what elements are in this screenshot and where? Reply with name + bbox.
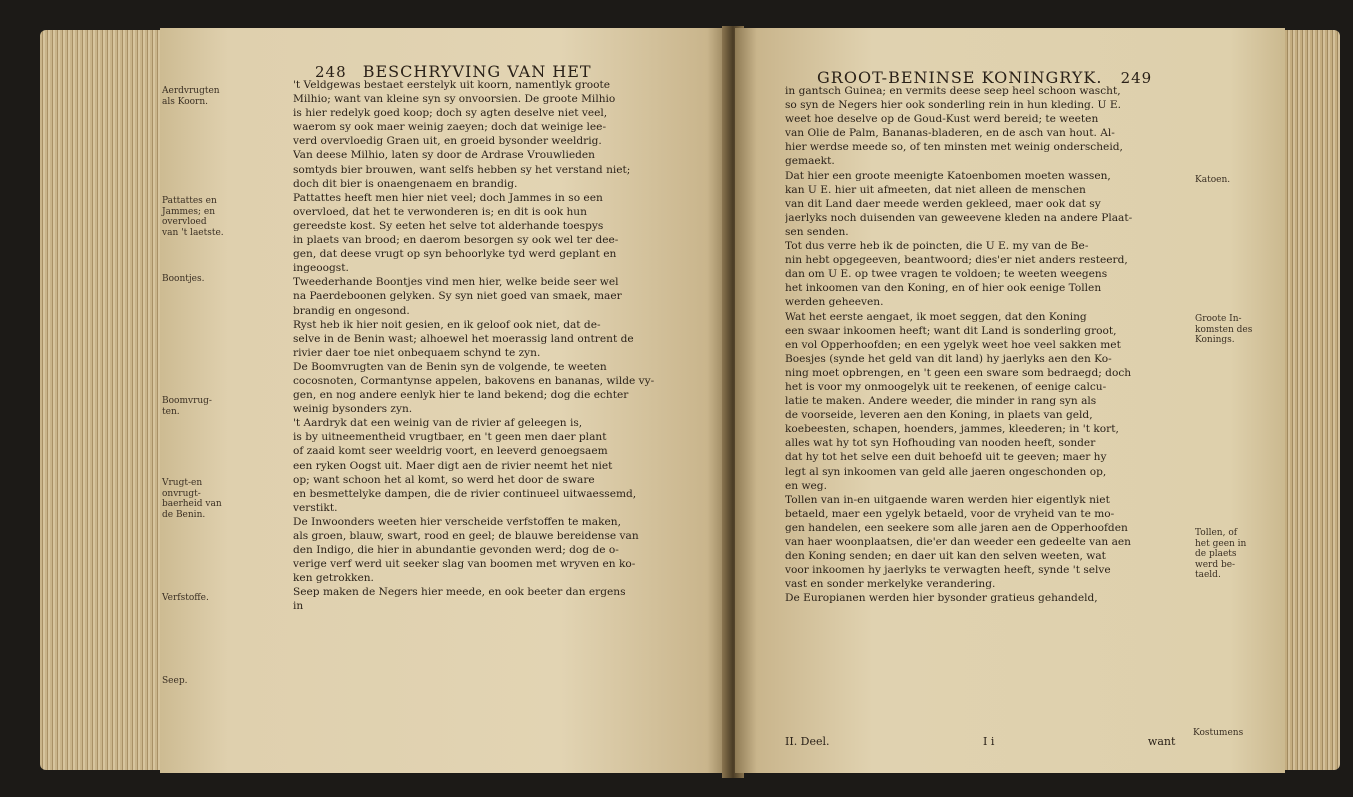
text-line: 't Aardryk dat een weinig van de rivier af geleegen is, [293,417,583,430]
text-line: den Koning senden; en daer uit kan den selven weeten, wat [785,550,1106,563]
text-line: selve in de Benin wast; alhoewel het moerassig land ontrent de [293,332,634,345]
text-line: De Inwoonders weeten hier verscheide verfstoffen te maken, [293,515,621,528]
margin-note: Vrugt-en onvrugt- baerheid van de Benin. [162,478,222,520]
volume-mark: II. Deel. [785,735,830,748]
text-line: rivier daer toe niet onbequaem schynd te zyn. [293,346,541,359]
text-line: De Boomvrugten van de Benin syn de volgende, te weeten [293,360,607,373]
margin-note: Kostumens [1193,728,1244,738]
text-line: een swaar inkoomen heeft; want dit Land is sonderling groot, [785,324,1117,337]
text-line: Tollen van in-en uitgaende waren werden hier eigentlyk niet [785,493,1110,506]
signature-mark: I i [983,735,995,748]
text-line: is hier redelyk goed koop; doch sy agten deselve niet veel, [293,107,608,120]
text-line: De Europianen werden hier bysonder gratieus gehandeld, [785,592,1098,605]
text-line: Milhio; want van kleine syn sy onvoorsien. De groote Milhio [293,93,616,106]
text-line: brandig en ongesond. [293,304,410,317]
right-header-title: GROOT-BENINSE KONINGRYK. [817,68,1103,87]
margin-note: Groote In- komsten des Konings. [1195,314,1253,345]
text-line: so syn de Negers hier ook sonderling rein in hun kleding. U E. [785,99,1121,112]
right-page-number: 249 [1120,69,1153,87]
text-line: gen handelen, een seekere som alle jaren aen de Opperhoofden [785,521,1128,534]
text-line: dan om U E. op twee vragen te voldoen; te weeten weegens [785,268,1108,281]
text-line: hier werdse meede so, of ten minsten met weinig onderscheid, [785,141,1123,154]
text-line: den Indigo, die hier in abundantie gevonden werd; dog de o- [293,544,619,557]
text-line: en vol Opperhoofden; en een ygelyk weet hoe veel sakken met [785,338,1121,351]
text-line: ingeoogst. [293,262,349,275]
text-line: in plaets van brood; en daerom besorgen sy ook wel ter dee- [293,234,619,247]
text-line: Tot dus verre heb ik de poincten, die U E. my van de Be- [785,240,1089,253]
text-line: gereedste kost. Sy eeten het selve tot alderhande toespys [293,219,604,232]
text-line: weinig bysonders zyn. [293,403,413,416]
text-line: van dit Land daer meede werden gekleed, maer ook dat sy [785,197,1101,210]
text-line: op; want schoon het al komt, so werd het door de sware [293,473,595,486]
margin-note: Seep. [162,676,188,686]
text-line: van Olie de Palm, Bananas-bladeren, en de asch van hout. Al- [785,127,1115,140]
text-line: verstikt. [293,501,338,514]
text-line: verd overvloedig Graen uit, en groeid bysonder weeldrig. [293,135,602,148]
margin-note: Katoen. [1195,175,1231,185]
text-line: latie te maken. Andere weeder, die minder in rang syn als [785,395,1097,408]
text-line: dat hy tot het selve een duit behoefd uit te geeven; maer hy [785,451,1107,464]
margin-note: Tollen, of het geen in de plaets werd be- taeld. [1195,528,1247,580]
text-line: Pattattes heeft men hier niet veel; doch Jammes in so een [293,191,603,204]
text-line: als groen, blauw, swart, rood en geel; de blauwe bereidense van [293,530,639,542]
text-line: waerom sy ook maer weinig zaeyen; doch dat weinige lee- [293,121,607,134]
text-line: 't Veldgewas bestaet eerstelyk uit koorn, namentlyk groote [293,79,611,91]
text-line: Ryst heb ik hier noit gesien, en ik geloof ook niet, dat de- [293,318,601,331]
text-line: sen senden. [785,225,849,238]
text-line: betaeld, maer een ygelyk betaeld, voor de vryheid van te mo- [785,507,1115,520]
margin-note: Boontjes. [162,274,205,284]
text-line: na Paerdeboonen gelyken. Sy syn niet goed van smaek, maer [293,290,622,303]
text-line: koebeesten, schapen, hoenders, jammes, kleederen; in 't kort, [785,423,1119,436]
margin-note: Aerdvrugten als Koorn. [162,86,220,107]
text-line: Wat het eerste aengaet, ik moet seggen, dat den Koning [785,310,1087,323]
text-line: nin hebt opgegeeven, beantwoord; dies'er niet anders resteerd, [785,254,1128,267]
left-body-text [293,78,713,614]
right-body-text [785,84,1190,605]
text-line: vast en sonder merkelyke verandering. [785,578,996,591]
text-line: in [293,600,304,613]
text-line: overvloed, dat het te verwonderen is; en dit is ook hun [293,205,587,218]
text-line: Tweederhande Boontjes vind men hier, welke beide seer wel [293,276,619,289]
text-line: is by uitneementheid vrugtbaer, en 't geen men daer plant [293,431,607,444]
text-line: het inkoomen van den Koning, en of hier ook eenige Tollen [785,282,1102,295]
right-page [735,28,1285,773]
text-line: alles wat hy tot syn Hofhouding van nooden heeft, sonder [785,437,1096,450]
margin-note: Verfstoffe. [162,593,209,603]
text-line: weet hoe deselve op de Goud-Kust werd bereid; te weeten [785,113,1099,126]
text-line: doch dit bier is onaengenaem en brandig. [293,177,518,190]
left-header-title: BESCHRYVING VAN HET [362,62,592,81]
left-page-number: 248 [315,63,347,81]
text-line: het is voor my onmoogelyk uit te reekenen, of eenige calcu- [785,380,1107,393]
text-line: ning moet opbrengen, en 't geen een sware som bedraegd; doch [785,366,1132,379]
margin-note: Boomvrug- ten. [162,396,212,417]
text-line: werden geheeven. [785,296,884,309]
text-line: Van deese Milhio, laten sy door de Ardrase Vrouwlieden [293,149,595,162]
margin-note: Pattattes en Jammes; en overvloed van 't laetste. [162,196,224,238]
right-footer-signature [785,735,1175,748]
catchword: want [1147,735,1176,748]
text-line: Dat hier een groote meenigte Katoenbomen moeten wassen, [785,169,1111,182]
text-line: de voorseide, leveren aen den Koning, in plaets van geld, [785,409,1093,422]
text-line: gemaekt. [785,155,835,168]
text-line: ken getrokken. [293,572,374,585]
text-line: voor inkoomen hy jaerlyks te verwagten heeft, synde 't selve [785,564,1111,577]
text-line: en weg. [785,479,827,492]
left-page [160,28,730,773]
text-line: verige verf werd uit seeker slag van boomen met wryven en ko- [293,558,636,571]
text-line: of zaaid komt seer weeldrig voort, en leeverd genoegsaem [293,445,608,458]
text-line: gen, dat deese vrugt op syn behoorlyke tyd werd geplant en [293,248,617,261]
text-line: legt al syn inkoomen van geld alle jaeren ongeschonden op, [785,465,1107,478]
text-line: jaerlyks noch duisenden van geweevene kleden na andere Plaat- [785,211,1133,224]
text-line: in gantsch Guinea; en vermits deese seep heel schoon wascht, [785,85,1121,97]
text-line: en besmettelyke dampen, die de rivier continueel uitwaessemd, [293,487,637,500]
text-line: gen, en nog andere eenlyk hier te land bekend; dog die echter [293,389,629,402]
text-line: een ryken Oogst uit. Maer digt aen de rivier neemt het niet [293,459,613,472]
text-line: van haer woonplaatsen, die'er dan weeder een gedeelte van aen [785,536,1132,548]
text-line: cocosnoten, Cormantynse appelen, bakovens en bananas, wilde vy- [293,374,655,387]
text-line: kan U E. hier uit afmeeten, dat niet alleen de menschen [785,183,1086,196]
text-line: somtyds bier brouwen, want selfs hebben sy het verstand niet; [293,163,631,176]
page-edges-left [40,30,180,770]
text-line: Boesjes (synde het geld van dit land) hy jaerlyks aen den Ko- [785,352,1112,365]
text-line: Seep maken de Negers hier meede, en ook beeter dan ergens [293,586,626,599]
